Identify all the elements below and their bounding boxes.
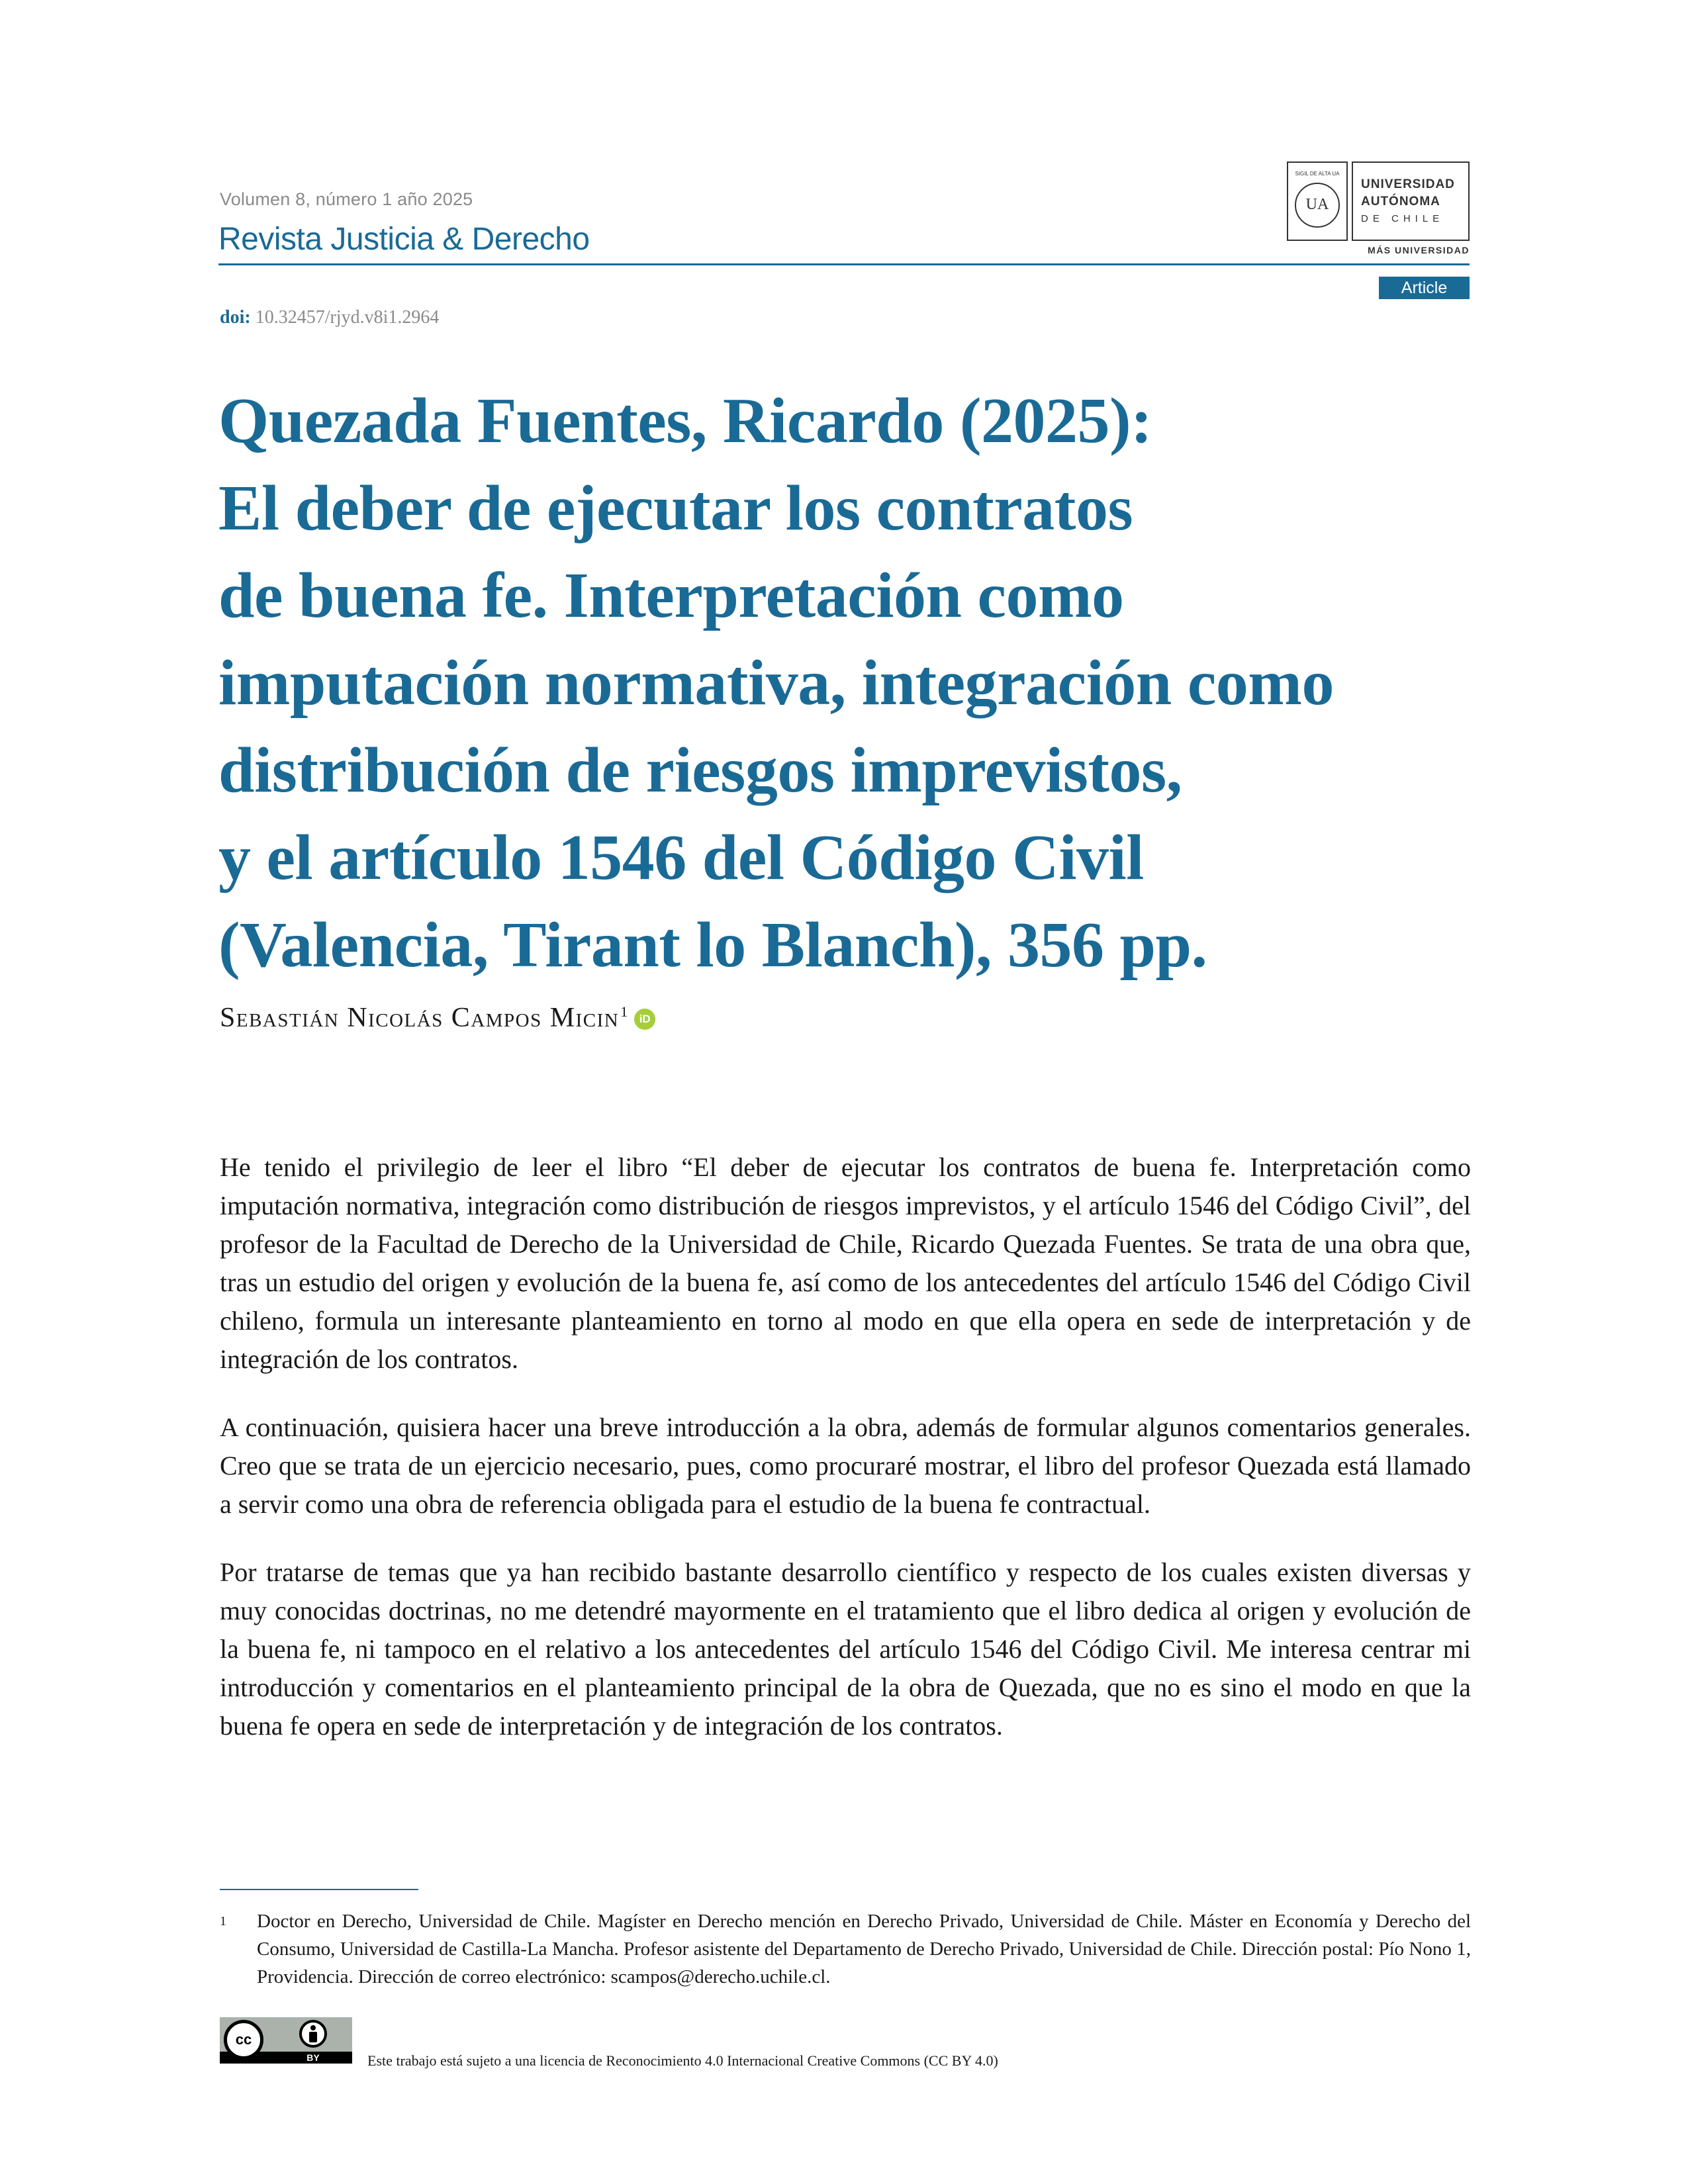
university-name-line1: UNIVERSIDAD [1361,177,1455,191]
journal-title: Revista Justicia & Derecho [218,222,590,257]
paragraph: He tenido el privilegio de leer el libro “El deber de ejecutar los contratos de buena fe. Interpretación como imputación normativa, integración como distribución de riesgos imprevistos, y el artículo 1546 del Código Civil”, del profesor de la Facultad de Derecho de la Universidad de Chile, Ricardo Quezada Fuentes. Se trata de una obra que, tras un estudio del origen y evolución de la buena fe, así como de los antecedentes del artículo 1546 del Código Civil chileno, formula un interesante planteamiento en torno al modo en que ella opera en sede de interpretación y de integración de los contratos. [220,1152,1471,1374]
title-line: y el artículo 1546 del Código Civil [218,822,1144,893]
footnote-text: Doctor en Derecho, Universidad de Chile. Magíster en Derecho mención en Derecho Privado, Universidad de Chile. Máster en Economía y Derecho del Consumo, Universidad de Castilla-La Mancha. Profesor asistente del Departamento de Derecho Privado, Universidad de Chile. Dirección postal: Pío Nono 1, Providencia. Dirección de correo electrónico: scampos@derecho.uchile.cl. [257,1911,1471,1987]
footnote-divider [220,1889,418,1890]
footnote-number: 1 [220,1914,226,1929]
orcid-icon[interactable]: iD [634,1009,655,1030]
title-line: El deber de ejecutar los contratos [218,473,1133,544]
university-name-line3: DE CHILE [1361,213,1444,224]
volume-info: Volumen 8, número 1 año 2025 [220,189,473,209]
title-line: Quezada Fuentes, Ricardo (2025): [218,385,1152,457]
body-text [220,1148,1471,1775]
by-label: BY [306,2052,320,2063]
cc-icon: cc [224,2020,263,2060]
license-text: Este trabajo está sujeto a una licencia de Reconocimiento 4.0 Internacional Creative Commons (CC BY 4.0) [367,2052,998,2069]
paragraph: Por tratarse de temas que ya han recibido bastante desarrollo científico y respecto de los cuales existen diversas y muy conocidas doctrinas, no me detendré mayormente en el tratamiento que el libro dedica al origen y evolución de la buena fe, ni tampoco en el relativo a los antecedentes del artículo 1546 del Código Civil. Me interesa centrar mi introducción y comentarios en el planteamiento principal de la obra de Quezada, que no es sino el modo en que la buena fe opera en sede de interpretación y de integración de los contratos. [220,1557,1471,1741]
attribution-head [310,2025,316,2030]
doi-label: doi: [220,307,251,328]
title-line: imputación normativa, integración como [218,647,1334,719]
title-line: distribución de riesgos imprevistos, [218,735,1182,806]
header-divider [218,263,1470,265]
cc-by-license-icon[interactable] [220,2017,352,2064]
author-name: Sebastián Nicolás Campos Micin [220,1003,620,1033]
doi-link[interactable]: 10.32457/rjyd.v8i1.2964 [255,307,440,328]
author-footnote-mark[interactable]: 1 [620,1003,628,1020]
university-seal-icon [1287,161,1348,241]
title-line: (Valencia, Tirant lo Blanch), 356 pp. [218,909,1207,981]
university-tagline: MÁS UNIVERSIDAD [1368,245,1470,255]
university-name-box [1352,161,1470,241]
title-line: de buena fe. Interpretación como [218,560,1124,631]
doi-line [220,307,439,328]
attribution-body [309,2032,317,2042]
seal-motto: SIGIL DE ALTA UA [1295,171,1340,177]
seal-initials: UA [1305,196,1329,213]
university-logo [1287,160,1470,254]
author-line [220,1002,655,1034]
footnote [220,1907,1471,1991]
university-name-line2: AUTÓNOMA [1361,195,1440,208]
attribution-icon [299,2020,327,2048]
article-type-badge: Article [1379,277,1470,299]
article-title [218,377,1476,989]
paragraph: A continuación, quisiera hacer una breve introducción a la obra, además de formular algunos comentarios generales. Creo que se trata de un ejercicio necesario, pues, como procuraré mostrar, el libro del profesor Quezada está llamado a servir como una obra de referencia obligada para el estudio de la buena fe contractual. [220,1412,1471,1519]
